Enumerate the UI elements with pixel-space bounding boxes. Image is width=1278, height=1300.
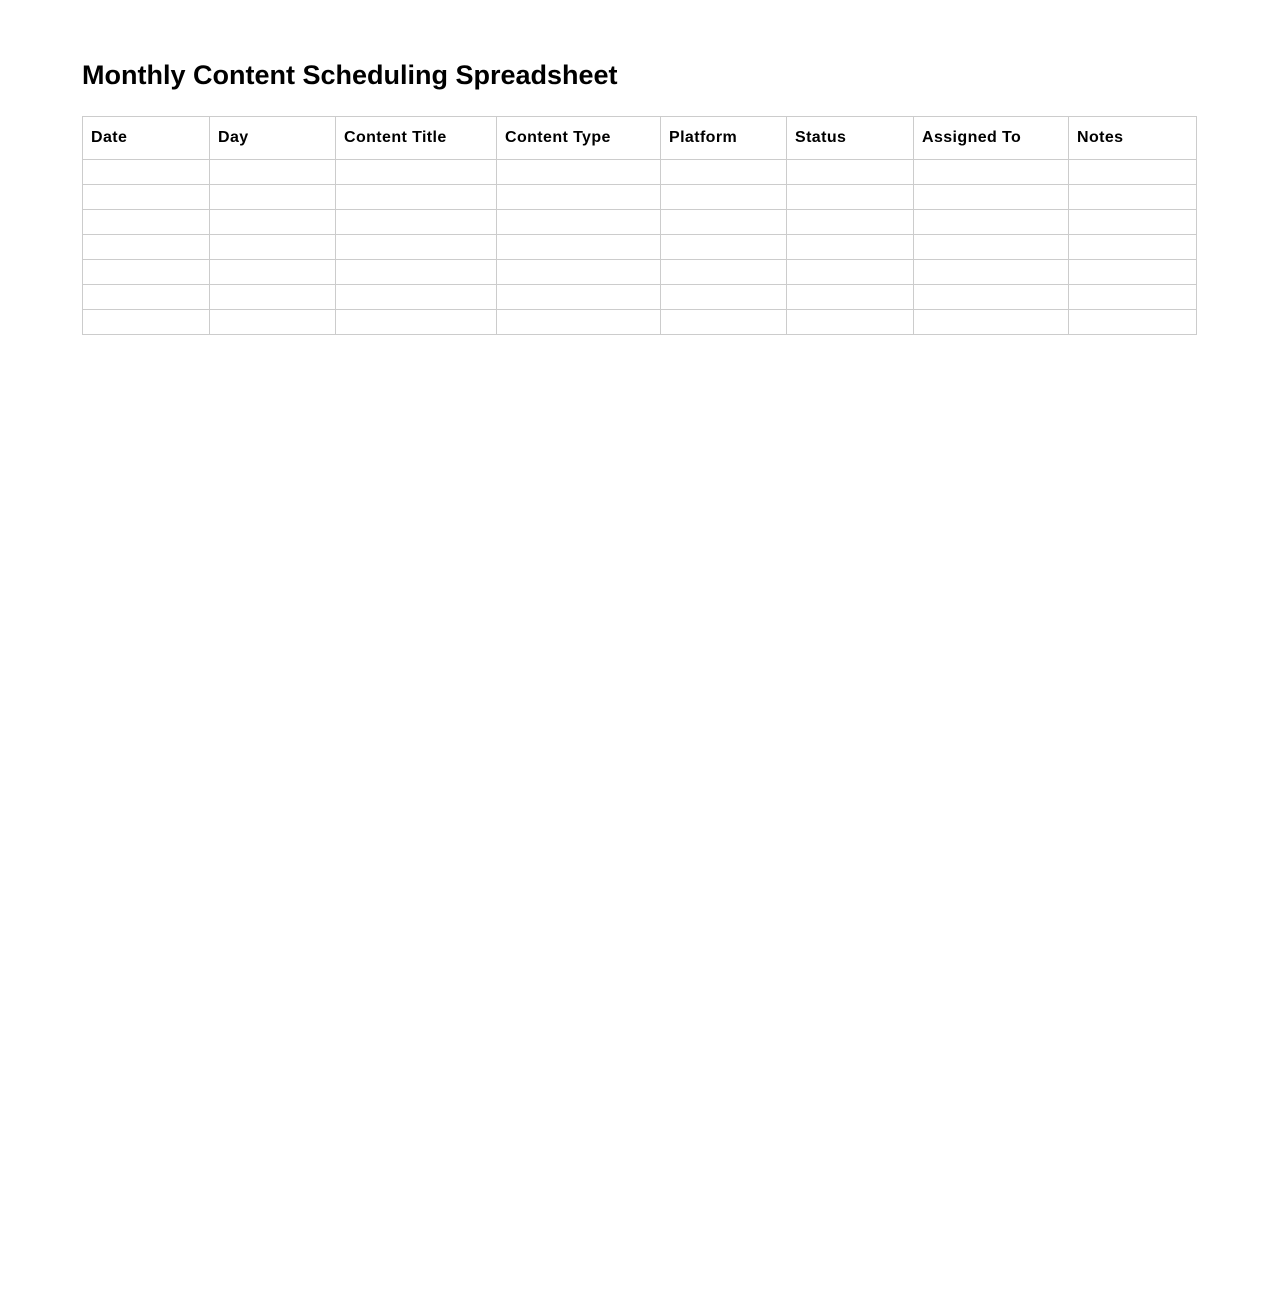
cell-day[interactable] bbox=[210, 310, 336, 335]
cell-assigned-to[interactable] bbox=[914, 160, 1069, 185]
cell-content-title[interactable] bbox=[336, 160, 497, 185]
cell-notes[interactable] bbox=[1069, 310, 1197, 335]
cell-date[interactable] bbox=[83, 235, 210, 260]
cell-day[interactable] bbox=[210, 260, 336, 285]
cell-assigned-to[interactable] bbox=[914, 310, 1069, 335]
cell-content-type[interactable] bbox=[497, 285, 661, 310]
cell-assigned-to[interactable] bbox=[914, 185, 1069, 210]
cell-platform[interactable] bbox=[661, 260, 787, 285]
column-header-day: Day bbox=[210, 117, 336, 160]
column-header-notes: Notes bbox=[1069, 117, 1197, 160]
content-schedule-table bbox=[82, 116, 1197, 335]
cell-content-type[interactable] bbox=[497, 160, 661, 185]
cell-content-type[interactable] bbox=[497, 310, 661, 335]
cell-content-title[interactable] bbox=[336, 260, 497, 285]
cell-content-title[interactable] bbox=[336, 185, 497, 210]
cell-date[interactable] bbox=[83, 285, 210, 310]
cell-content-type[interactable] bbox=[497, 185, 661, 210]
cell-date[interactable] bbox=[83, 310, 210, 335]
cell-content-title[interactable] bbox=[336, 210, 497, 235]
cell-status[interactable] bbox=[787, 160, 914, 185]
cell-status[interactable] bbox=[787, 285, 914, 310]
cell-status[interactable] bbox=[787, 185, 914, 210]
cell-content-type[interactable] bbox=[497, 260, 661, 285]
cell-date[interactable] bbox=[83, 210, 210, 235]
table-row bbox=[83, 160, 1197, 185]
cell-platform[interactable] bbox=[661, 285, 787, 310]
cell-platform[interactable] bbox=[661, 310, 787, 335]
cell-platform[interactable] bbox=[661, 210, 787, 235]
header-row bbox=[83, 117, 1197, 160]
cell-notes[interactable] bbox=[1069, 210, 1197, 235]
cell-content-title[interactable] bbox=[336, 285, 497, 310]
column-header-status: Status bbox=[787, 117, 914, 160]
column-header-assigned-to: Assigned To bbox=[914, 117, 1069, 160]
cell-notes[interactable] bbox=[1069, 260, 1197, 285]
cell-content-type[interactable] bbox=[497, 210, 661, 235]
table-row bbox=[83, 235, 1197, 260]
table-row bbox=[83, 285, 1197, 310]
column-header-content-title: Content Title bbox=[336, 117, 497, 160]
cell-day[interactable] bbox=[210, 285, 336, 310]
cell-status[interactable] bbox=[787, 235, 914, 260]
cell-date[interactable] bbox=[83, 260, 210, 285]
cell-content-title[interactable] bbox=[336, 310, 497, 335]
cell-platform[interactable] bbox=[661, 235, 787, 260]
column-header-platform: Platform bbox=[661, 117, 787, 160]
cell-assigned-to[interactable] bbox=[914, 260, 1069, 285]
table-row bbox=[83, 210, 1197, 235]
table-row bbox=[83, 260, 1197, 285]
cell-platform[interactable] bbox=[661, 185, 787, 210]
cell-content-type[interactable] bbox=[497, 235, 661, 260]
page-title: Monthly Content Scheduling Spreadsheet bbox=[82, 60, 618, 90]
cell-day[interactable] bbox=[210, 210, 336, 235]
column-header-date: Date bbox=[83, 117, 210, 160]
cell-assigned-to[interactable] bbox=[914, 210, 1069, 235]
cell-assigned-to[interactable] bbox=[914, 285, 1069, 310]
cell-status[interactable] bbox=[787, 260, 914, 285]
cell-date[interactable] bbox=[83, 185, 210, 210]
cell-notes[interactable] bbox=[1069, 185, 1197, 210]
cell-day[interactable] bbox=[210, 235, 336, 260]
cell-notes[interactable] bbox=[1069, 160, 1197, 185]
cell-notes[interactable] bbox=[1069, 285, 1197, 310]
cell-day[interactable] bbox=[210, 185, 336, 210]
cell-status[interactable] bbox=[787, 210, 914, 235]
column-header-content-type: Content Type bbox=[497, 117, 661, 160]
cell-assigned-to[interactable] bbox=[914, 235, 1069, 260]
table-row bbox=[83, 310, 1197, 335]
cell-status[interactable] bbox=[787, 310, 914, 335]
cell-content-title[interactable] bbox=[336, 235, 497, 260]
cell-notes[interactable] bbox=[1069, 235, 1197, 260]
cell-date[interactable] bbox=[83, 160, 210, 185]
cell-day[interactable] bbox=[210, 160, 336, 185]
cell-platform[interactable] bbox=[661, 160, 787, 185]
table-row bbox=[83, 185, 1197, 210]
